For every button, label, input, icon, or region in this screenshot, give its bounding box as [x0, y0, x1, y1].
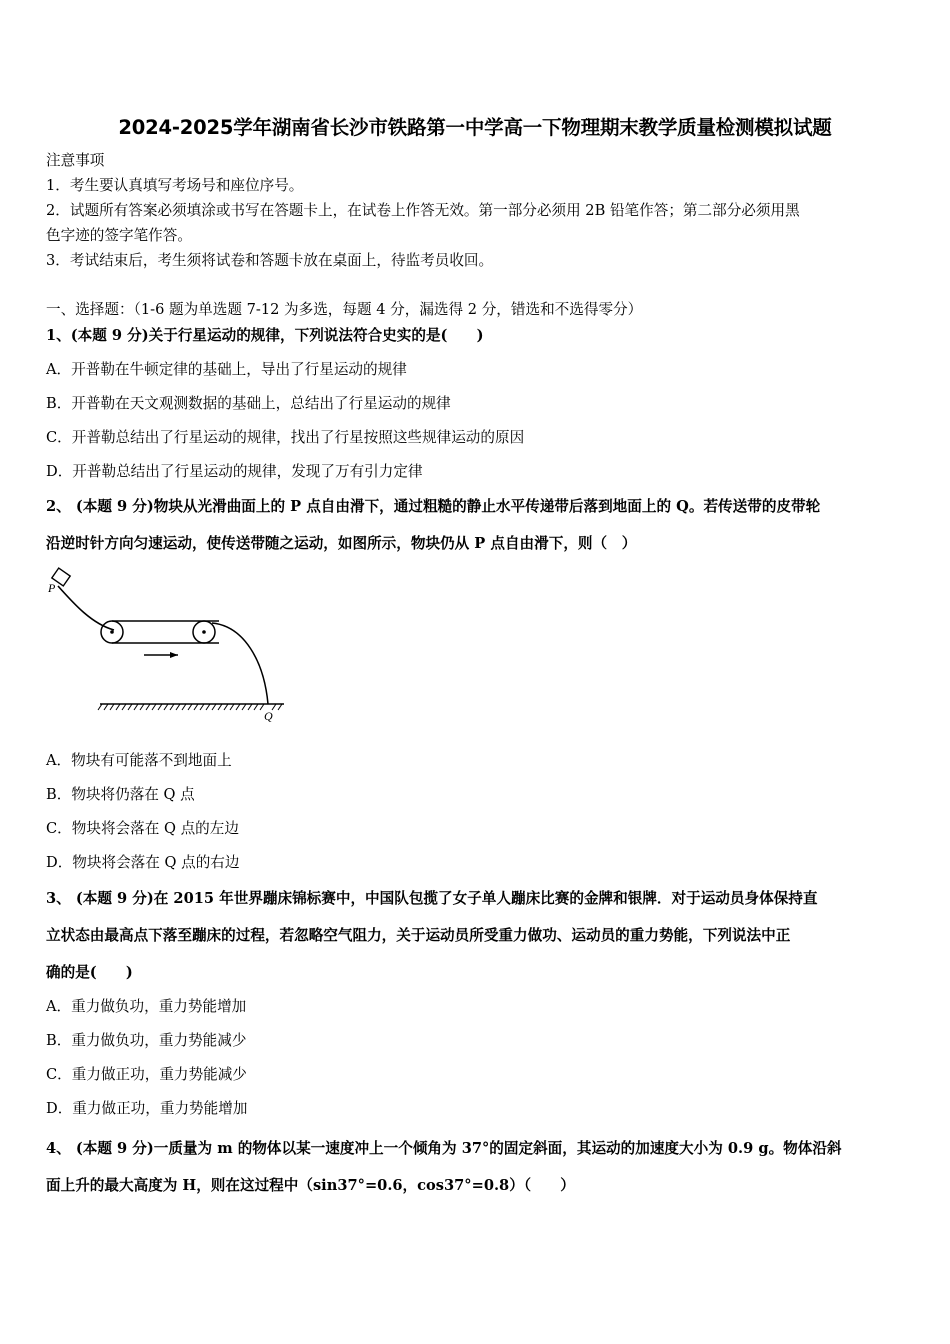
question-3-stem-line-1: 3、 (本题 9 分)在 2015 年世界蹦床锦标赛中，中国队包揽了女子单人蹦床比赛的金牌和银牌．对于运动员身体保持直: [46, 890, 818, 907]
question-1-option-a: A．开普勒在牛顿定律的基础上，导出了行星运动的规律: [46, 361, 407, 378]
question-2-option-b: B．物块将仍落在 Q 点: [46, 786, 195, 803]
question-3-stem-line-3: 确的是( ): [46, 964, 133, 981]
question-3-option-d: D．重力做正功，重力势能增加: [46, 1100, 248, 1117]
point-p-label: P: [48, 581, 56, 595]
question-2-option-a: A．物块有可能落不到地面上: [46, 752, 232, 769]
point-q-label: Q: [264, 709, 273, 723]
conveyor-belt-figure: [44, 566, 294, 726]
ground-hatching: [98, 704, 282, 710]
section-heading: 一、选择题：（1-6 题为单选题 7-12 为多选，每题 4 分，漏选得 2 分，错选和不选得零分）: [46, 301, 643, 318]
question-1-option-d: D．开普勒总结出了行星运动的规律，发现了万有引力定律: [46, 463, 423, 480]
notice-item-1: 1．考生要认真填写考场号和座位序号。: [46, 177, 304, 194]
question-2-stem-line-1: 2、 (本题 9 分)物块从光滑曲面上的 P 点自由滑下，通过粗糙的静止水平传递带后落到地面上的 Q。若传送带的皮带轮: [46, 498, 821, 515]
notice-item-3: 3．考试结束后，考生须将试卷和答题卡放在桌面上，待监考员收回。: [46, 252, 494, 269]
question-3-option-c: C．重力做正功，重力势能减少: [46, 1066, 247, 1083]
left-pulley-axle: [110, 630, 114, 634]
arrow-head: [170, 652, 178, 658]
notice-heading: 注意事项: [46, 152, 105, 169]
question-3-option-a: A．重力做负功，重力势能增加: [46, 998, 247, 1015]
question-3-stem-line-2: 立状态由最高点下落至蹦床的过程，若忽略空气阻力，关于运动员所受重力做功、运动员的重力势能，下列说法中正: [46, 927, 791, 944]
question-1-stem: 1、(本题 9 分)关于行星运动的规律，下列说法符合史实的是( ): [46, 327, 484, 344]
question-2-option-d: D．物块将会落在 Q 点的右边: [46, 854, 240, 871]
question-4-stem-line-2: 面上升的最大高度为 H，则在这过程中（sin37°=0.6，cos37°=0.8）（ ）: [46, 1177, 575, 1194]
page-title: 2024-2025学年湖南省长沙市铁路第一中学高一下物理期末教学质量检测模拟试题: [118, 116, 832, 139]
question-1-option-b: B．开普勒在天文观测数据的基础上，总结出了行星运动的规律: [46, 395, 451, 412]
question-2-stem-line-2: 沿逆时针方向匀速运动，使传送带随之运动，如图所示，物块仍从 P 点自由滑下，则（ ）: [46, 535, 637, 552]
notice-item-2: 2．试题所有答案必须填涂或书写在答题卡上，在试卷上作答无效。第一部分必须用 2B 铅笔作答；第二部分必须用黑: [46, 202, 800, 219]
notice-item-2-cont: 色字迹的签字笔作答。: [46, 227, 192, 244]
question-2-option-c: C．物块将会落在 Q 点的左边: [46, 820, 239, 837]
question-1-option-c: C．开普勒总结出了行星运动的规律，找出了行星按照这些规律运动的原因: [46, 429, 525, 446]
trajectory-path: [212, 623, 268, 704]
question-4-stem-line-1: 4、 (本题 9 分)一质量为 m 的物体以某一速度冲上一个倾角为 37°的固定斜面，其运动的加速度大小为 0.9 g。物体沿斜: [46, 1140, 842, 1157]
question-3-option-b: B．重力做负功，重力势能减少: [46, 1032, 247, 1049]
right-pulley-axle: [202, 630, 206, 634]
